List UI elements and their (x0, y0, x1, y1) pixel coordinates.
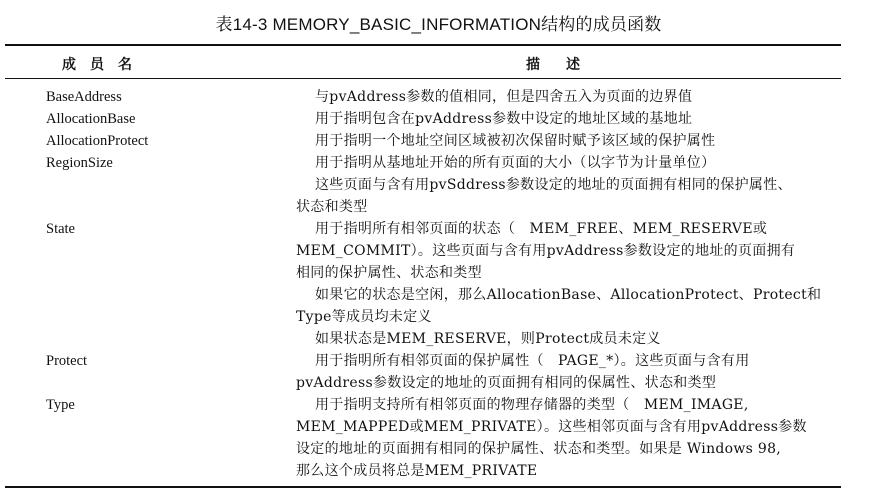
member-description (296, 394, 844, 482)
description-line: 用于指明所有相邻页面的保护属性（ PAGE_*）。这些页面与含有用 (296, 353, 750, 369)
description-line: 用于指明一个地址空间区域被初次保留时赋予该区域的保护属性 (296, 133, 716, 149)
description-line: 用于指明包含在pvAddress参数中设定的地址区域的基地址 (296, 111, 693, 127)
description-line: 这些页面与含有用pvSddress参数设定的地址的页面拥有相同的保护属性、 (296, 177, 792, 193)
description-line: 相同的保护属性、状态和类型 (296, 265, 482, 281)
member-name: BaseAddress (46, 89, 122, 105)
table-top-rule (5, 44, 841, 46)
column-header-description: 描述 (526, 57, 606, 73)
description-line: 如果它的状态是空闲，那么AllocationBase、AllocationProtect、Protect和 (296, 287, 822, 303)
member-name: RegionSize (46, 155, 113, 171)
description-line: MEM_COMMIT）。这些页面与含有用pvAddress参数设定的地址的页面拥有 (296, 243, 796, 259)
member-name: AllocationBase (46, 111, 136, 127)
description-line: 如果状态是MEM_RESERVE，则Protect成员未定义 (296, 331, 661, 347)
member-name: Type (46, 397, 75, 413)
description-line: pvAddress参数设定的地址的页面拥有相同的保属性、状态和类型 (296, 375, 717, 391)
member-description (296, 130, 844, 152)
description-line: 设定的地址的页面拥有相同的保护属性、状态和类型。如果是 Windows 98, (296, 441, 782, 457)
table-caption: 表14-3 MEMORY_BASIC_INFORMATION结构的成员函数 (215, 15, 662, 34)
description-line: 用于指明支持所有相邻页面的物理存储器的类型（ MEM_IMAGE, (296, 397, 749, 413)
member-description (296, 86, 844, 108)
description-line: MEM_MAPPED或MEM_PRIVATE）。这些相邻页面与含有用pvAddress参数 (296, 419, 807, 435)
description-line: Type等成员均未定义 (296, 309, 432, 325)
table-bottom-rule (5, 486, 841, 488)
table-header-rule (5, 78, 841, 79)
column-header-name: 成员名 (62, 57, 146, 73)
description-line: 用于指明从基地址开始的所有页面的大小（以字节为计量单位） (296, 155, 716, 171)
description-line: 状态和类型 (296, 199, 368, 215)
member-name: AllocationProtect (46, 133, 149, 149)
member-description (296, 218, 844, 350)
description-line: 与pvAddress参数的值相同，但是四舍五入为页面的边界值 (296, 89, 693, 105)
member-name: Protect (46, 353, 88, 369)
description-line: 用于指明所有相邻页面的状态（ MEM_FREE、MEM_RESERVE或 (296, 221, 768, 237)
member-description (296, 108, 844, 130)
member-description (296, 350, 844, 394)
description-line: 那么这个成员将总是MEM_PRIVATE (296, 463, 538, 479)
member-name: State (46, 221, 75, 237)
member-description (296, 152, 844, 218)
